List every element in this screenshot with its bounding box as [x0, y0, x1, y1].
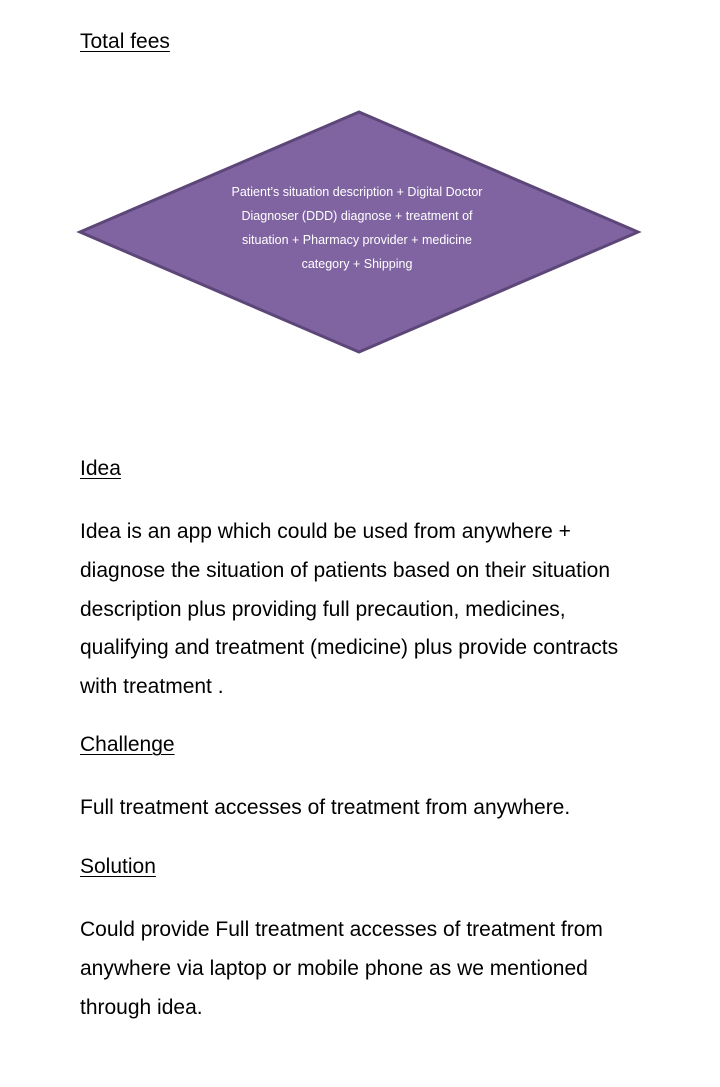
diamond-label: Patient’s situation description + Digital Doctor Diagnoser (DDD) diagnose + treatment of situation + Pharmacy provider + medicine category + Shipping	[231, 185, 483, 271]
total-fees-heading: Total fees	[80, 30, 170, 53]
challenge-paragraph: Full treatment accesses of treatment from anywhere.	[80, 796, 571, 819]
idea-paragraph: Idea is an app which could be used from anywhere + diagnose the situation of patients based on their situation description plus providing full precaution, medicines, qualifying and treatment (medicine) plus provide contracts with treatment .	[80, 520, 619, 699]
idea-heading: Idea	[80, 457, 121, 480]
solution-heading: Solution	[80, 855, 156, 878]
challenge-heading: Challenge	[80, 733, 175, 756]
fees-diamond-diagram	[76, 108, 642, 356]
solution-paragraph: Could provide Full treatment accesses of treatment from anywhere via laptop or mobile phone as we mentioned through idea.	[80, 918, 603, 1019]
